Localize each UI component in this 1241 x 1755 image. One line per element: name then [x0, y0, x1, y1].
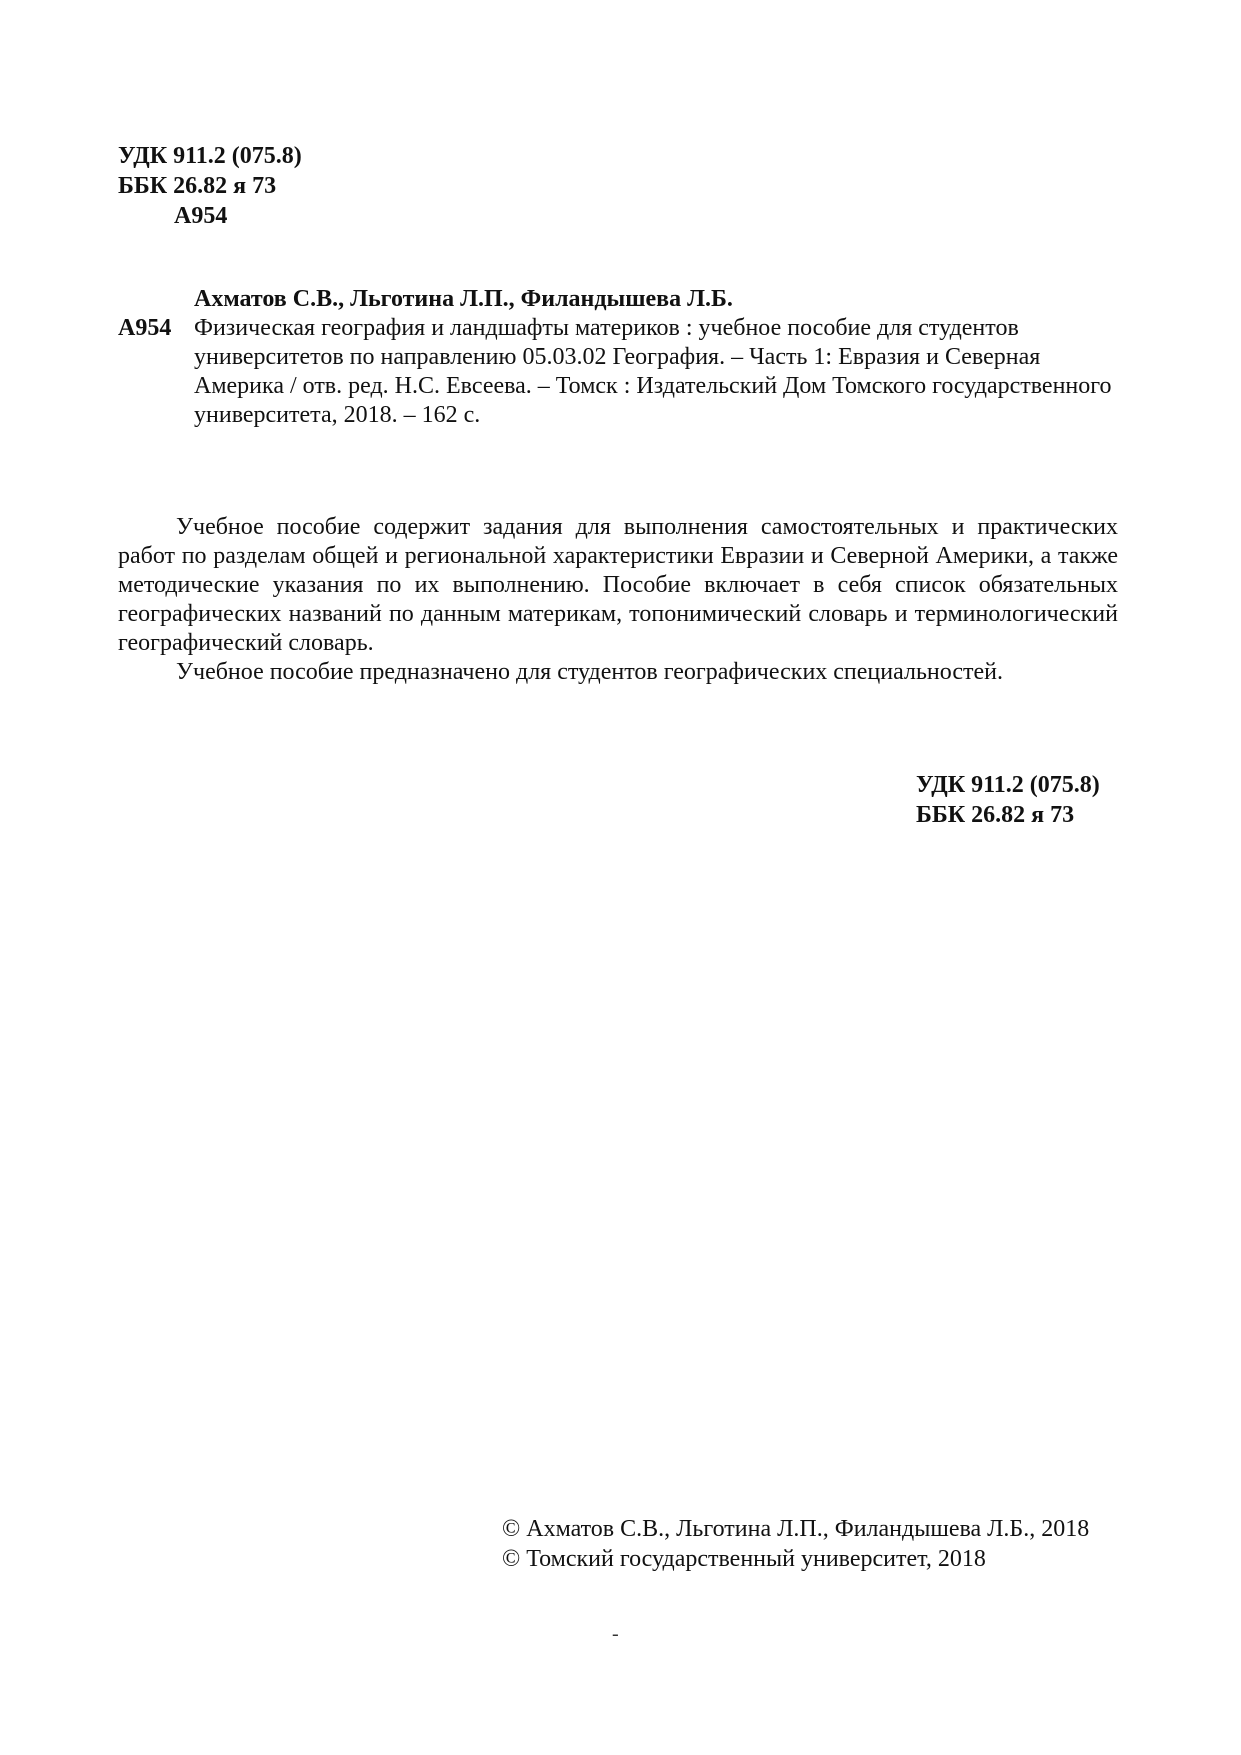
footer-classification-codes [916, 770, 1100, 830]
header-author-sign: А954 [174, 203, 228, 229]
bib-author-sign: А954 [118, 315, 172, 341]
annotation-paragraph-2: Учебное пособие предназначено для студентов географических специальностей. [176, 659, 1003, 685]
copyright-authors: © Ахматов С.В., Льготина Л.П., Филандышева Л.Б., 2018 [502, 1516, 1090, 1542]
annotation-paragraph-1: Учебное пособие содержит задания для выполнения самостоятельных и практических работ по разделам общей и региональной характеристики Евразии и Северной Америки, а также методические указания по их выполнению. Пособие включает в себя список обязательных географических названий по данным материкам, топонимический словарь и терминологический географический словарь. [118, 514, 1118, 656]
bib-authors: Ахматов С.В., Льготина Л.П., Филандышева Л.Б. [194, 286, 733, 312]
footer-bbk-code: ББК 26.82 я 73 [916, 802, 1075, 828]
copyright-university: © Томский государственный университет, 2018 [502, 1546, 986, 1572]
header-udk-code: УДК 911.2 (075.8) [118, 143, 302, 169]
annotation [118, 513, 1118, 687]
header-bbk-code: ББК 26.82 я 73 [118, 173, 277, 199]
page-number-mark: - [612, 1623, 619, 1645]
footer-udk-code: УДК 911.2 (075.8) [916, 772, 1100, 798]
bib-description: Физическая география и ландшафты материков : учебное пособие для студентов университетов по направлению 05.03.02 География. – Часть 1: Евразия и Северная Америка / отв. ред. Н.С. Евсеева. – Томск : Издательский Дом Томского государственного университета, 2018. – 162 с. [194, 315, 1112, 428]
bib-entry-row [118, 314, 1118, 430]
header-classification-codes [118, 141, 302, 231]
copyright-block [502, 1514, 1089, 1574]
bibliographic-entry [118, 285, 1118, 430]
